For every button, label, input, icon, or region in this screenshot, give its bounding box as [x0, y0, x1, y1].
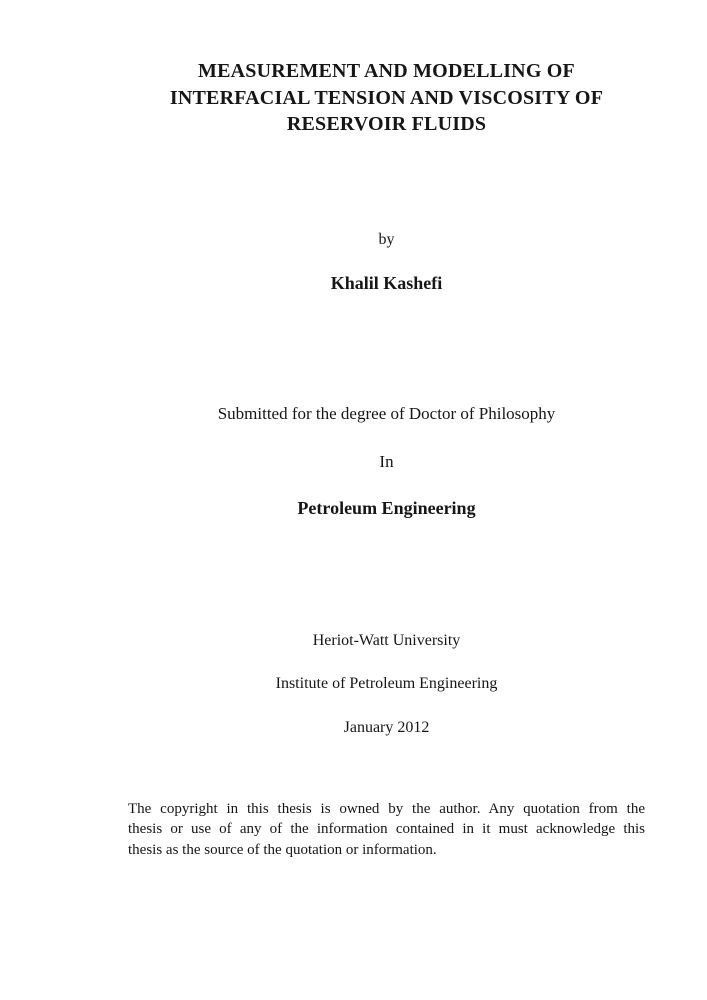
- copyright-line-2: thesis or use of any of the information contained in it must acknowledge this: [128, 821, 645, 838]
- thesis-title-line-1: MEASUREMENT AND MODELLING OF: [198, 60, 575, 82]
- department-name: Institute of Petroleum Engineering: [275, 675, 498, 692]
- degree-field: Petroleum Engineering: [297, 498, 476, 518]
- thesis-title-line-3: RESERVOIR FLUIDS: [286, 113, 487, 135]
- copyright-notice: [128, 799, 645, 860]
- degree-statement: Submitted for the degree of Doctor of Philosophy: [217, 404, 556, 423]
- university-name: Heriot-Watt University: [312, 632, 461, 649]
- copyright-line-1: The copyright in this thesis is owned by the author. Any quotation from the: [128, 801, 645, 817]
- degree-connector: In: [379, 452, 394, 471]
- thesis-title-line-2: INTERFACIAL TENSION AND VISCOSITY OF: [169, 86, 604, 109]
- submission-date: January 2012: [343, 719, 430, 736]
- author-name: Khalil Kashefi: [330, 273, 443, 293]
- copyright-line-3: thesis as the source of the quotation or information.: [128, 841, 437, 858]
- thesis-title: [128, 58, 645, 138]
- byline-label: by: [378, 231, 395, 248]
